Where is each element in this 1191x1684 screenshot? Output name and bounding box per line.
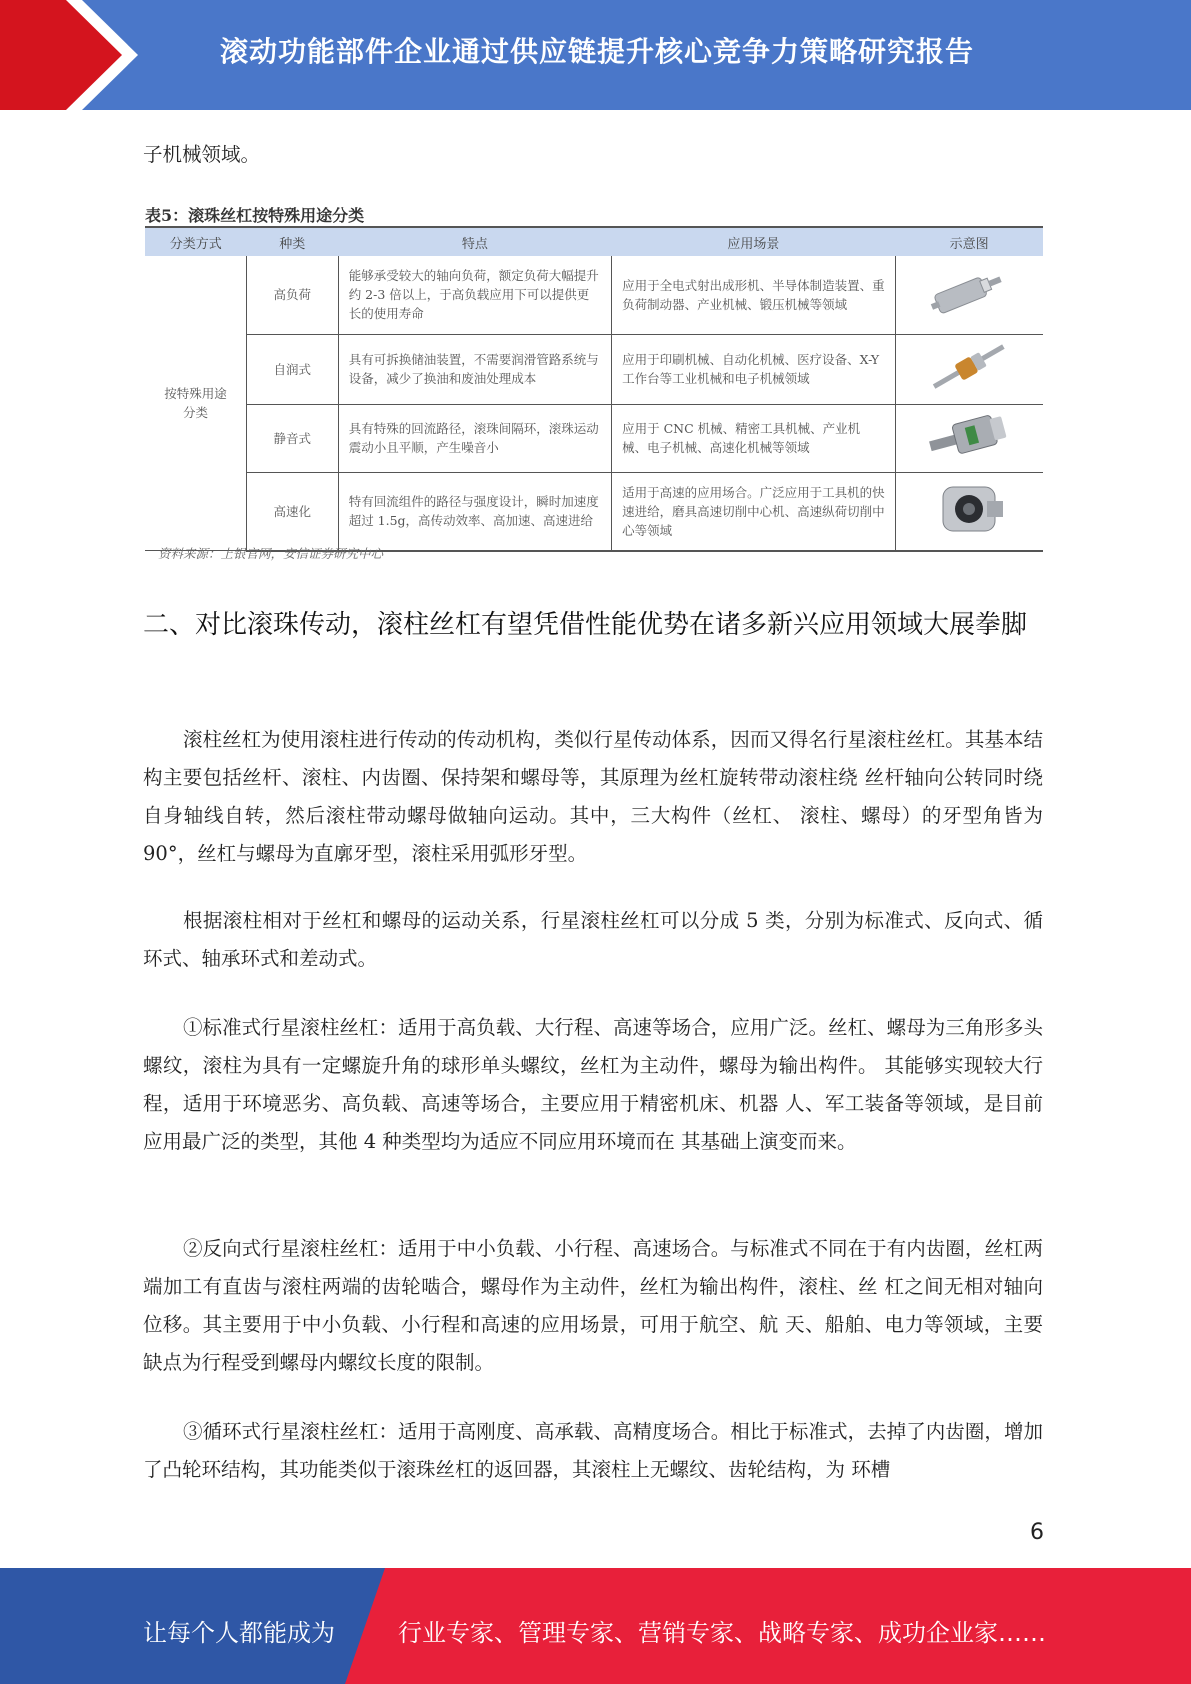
intro-line: 子机械领域。 [143,143,261,166]
header-kind: 种类 [246,227,338,256]
image-cell [895,472,1043,551]
application-cell: 适用于高速的应用场合。广泛应用于工具机的快速进给，磨具高速切削中心机、高速纵荷切削中心等领域 [612,472,896,551]
footer-right-text: 行业专家、管理专家、营销专家、战略专家、成功企业家…… [398,1619,1046,1647]
self-lube-ballscrew-icon [929,342,1009,392]
header-application: 应用场景 [612,227,896,256]
high-speed-ballscrew-icon [929,479,1009,539]
application-cell: 应用于全电式射出成形机、半导体制造装置、重负荷制动器、产业机械、锻压机械等领域 [612,256,896,334]
feature-cell: 具有特殊的回流路径，滚珠间隔环，滚珠运动震动小且平顺，产生噪音小 [338,404,611,472]
image-cell [895,404,1043,472]
header-class: 分类方式 [145,227,246,256]
paragraph: 根据滚柱相对于丝杠和螺母的运动关系，行星滚柱丝杠可以分成 5 类，分别为标准式、反向式、循环式、轴承环式和差动式。 [143,909,1043,970]
page-header [0,0,1191,110]
paragraph: 滚柱丝杠为使用滚柱进行传动的传动机构，类似行星传动体系，因而又得名行星滚柱丝杠。其基本结构主要包括丝杆、滚柱、内齿圈、保持架和螺母等，其原理为丝杠旋转带动滚柱绕 丝杆轴向公转同时绕自身轴线自转，然后滚柱带动螺母做轴向运动。其中，三大构件（丝杠、 滚柱、螺母）的牙型角皆为 90°，丝杠与螺母为直廓牙型，滚柱采用弧形牙型。 [143,728,1043,865]
image-cell [895,256,1043,334]
feature-cell: 特有回流组件的路径与强度设计，瞬时加速度超过 1.5g，高传动效率、高加速、高速进给 [338,472,611,551]
kind-cell: 高负荷 [246,256,338,334]
section-title: 二、对比滚珠传动，滚柱丝杠有望凭借性能优势在诸多新兴应用领域大展拳脚 [143,610,1028,640]
class-cell [145,256,246,551]
paragraph: ③循环式行星滚柱丝杠：适用于高刚度、高承载、高精度场合。相比于标准式，去掉了内齿圈，增加了凸轮环结构，其功能类似于滚珠丝杠的返回器，其滚柱上无螺纹、齿轮结构，为 环槽 [143,1420,1043,1481]
header-feature: 特点 [338,227,611,256]
ballscrew-classification-table [145,226,1043,552]
kind-cell: 自润式 [246,334,338,404]
heavy-load-ballscrew-icon [929,264,1009,320]
table-row [145,256,1043,334]
feature-cell: 具有可拆换储油装置，不需要润滑管路系统与设备，减少了换油和废油处理成本 [338,334,611,404]
header-title: 滚动功能部件企业通过供应链提升核心竞争力策略研究报告 [220,35,975,68]
page-number: 6 [1030,1520,1044,1545]
table-row [145,404,1043,472]
table-row [145,334,1043,404]
application-cell: 应用于印刷机械、自动化机械、医疗设备、X-Y 工作台等工业机械和电子机械领域 [612,334,896,404]
silent-ballscrew-icon [929,411,1009,461]
paragraph: ①标准式行星滚柱丝杠：适用于高负载、大行程、高速等场合，应用广泛。丝杠、螺母为三角形多头螺纹，滚柱为具有一定螺旋升角的球形单头螺纹，丝杠为主动件，螺母为输出构件。 其能够实现较大行程，适用于环境恶劣、高负载、高速等场合，主要应用于精密机床、机器 人、军工装备等领域，是目前应用最广泛的类型，其他 4 种类型均为适应不同应用环境而在 其基础上演变而来。 [143,1016,1043,1153]
table-caption: 表5：滚珠丝杠按特殊用途分类 [145,206,365,225]
kind-cell: 高速化 [246,472,338,551]
image-cell [895,334,1043,404]
table-row [145,472,1043,551]
kind-cell: 静音式 [246,404,338,472]
paragraph: ②反向式行星滚柱丝杠：适用于中小负载、小行程、高速场合。与标准式不同在于有内齿圈，丝杠两端加工有直齿与滚柱两端的齿轮啮合，螺母作为主动件，丝杠为输出构件，滚柱、丝 杠之间无相对轴向位移。其主要用于中小负载、小行程和高速的应用场景，可用于航空、航 天、船舶、电力等领域，主要缺点为行程受到螺母内螺纹长度的限制。 [143,1237,1043,1374]
application-cell: 应用于 CNC 机械、精密工具机械、产业机械、电子机械、高速化机械等领域 [612,404,896,472]
class-label: 按特殊用途分类 [164,386,227,420]
footer-left-text: 让每个人都能成为 [143,1619,335,1647]
table-source: 资料来源：上银官网，安信证券研究中心 [158,546,384,561]
table-container [145,226,1043,552]
feature-cell: 能够承受较大的轴向负荷，额定负荷大幅提升约 2-3 倍以上，于高负载应用下可以提供更长的使用寿命 [338,256,611,334]
table-header-row [145,227,1043,256]
header-image: 示意图 [895,227,1043,256]
